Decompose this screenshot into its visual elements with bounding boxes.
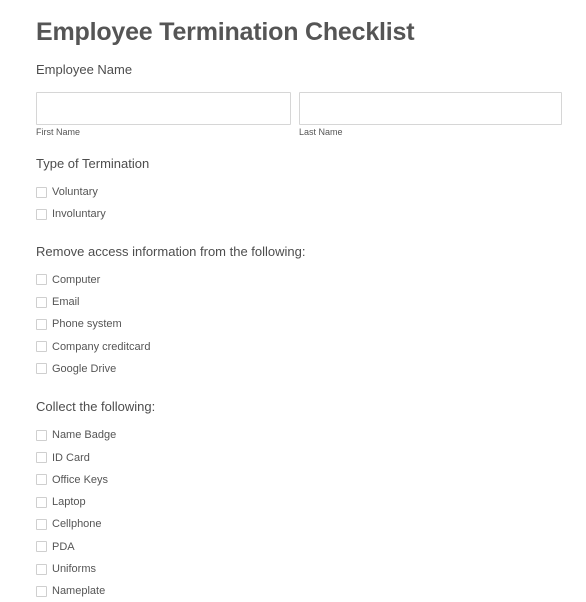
pda-label: PDA bbox=[52, 540, 75, 553]
laptop-label: Laptop bbox=[52, 496, 86, 509]
form-title: Employee Termination Checklist bbox=[36, 18, 415, 46]
first-name-group bbox=[36, 92, 291, 138]
last-name-group bbox=[299, 92, 562, 138]
cellphone-checkbox[interactable] bbox=[36, 519, 47, 530]
option-uniforms[interactable] bbox=[36, 558, 564, 580]
option-phone-system[interactable] bbox=[36, 313, 564, 335]
email-checkbox[interactable] bbox=[36, 297, 47, 308]
option-office-keys[interactable] bbox=[36, 469, 564, 491]
last-name-input[interactable] bbox=[299, 92, 562, 125]
first-name-sublabel: First Name bbox=[36, 127, 81, 137]
option-laptop[interactable] bbox=[36, 491, 564, 513]
termination-type-label: Type of Termination bbox=[36, 156, 150, 171]
uniforms-checkbox[interactable] bbox=[36, 564, 47, 575]
uniforms-label: Uniforms bbox=[52, 563, 97, 575]
voluntary-checkbox[interactable] bbox=[36, 187, 47, 198]
office-keys-label: Office Keys bbox=[52, 473, 109, 486]
first-name-input[interactable] bbox=[36, 92, 291, 125]
option-email[interactable] bbox=[36, 291, 564, 313]
id-card-label: ID Card bbox=[52, 451, 90, 464]
remove-access-options bbox=[36, 269, 564, 380]
collect-options bbox=[36, 424, 564, 602]
laptop-checkbox[interactable] bbox=[36, 497, 47, 508]
id-card-checkbox[interactable] bbox=[36, 452, 47, 463]
voluntary-label: Voluntary bbox=[52, 186, 98, 199]
computer-label: Computer bbox=[52, 273, 101, 286]
option-name-badge[interactable] bbox=[36, 424, 564, 446]
option-id-card[interactable] bbox=[36, 446, 564, 468]
computer-checkbox[interactable] bbox=[36, 274, 47, 285]
termination-type-options bbox=[36, 181, 564, 226]
remove-access-label: Remove access information from the following: bbox=[36, 243, 306, 259]
option-google-drive[interactable] bbox=[36, 358, 564, 380]
pda-checkbox[interactable] bbox=[36, 541, 47, 552]
nameplate-label: Nameplate bbox=[52, 585, 106, 598]
option-company-creditcard[interactable] bbox=[36, 335, 564, 357]
option-pda[interactable] bbox=[36, 536, 564, 558]
phone-system-checkbox[interactable] bbox=[36, 319, 47, 330]
involuntary-label: Involuntary bbox=[52, 208, 106, 221]
nameplate-checkbox[interactable] bbox=[36, 586, 47, 597]
company-creditcard-label: Company creditcard bbox=[52, 340, 151, 353]
phone-system-label: Phone system bbox=[52, 318, 122, 331]
cellphone-label: Cellphone bbox=[52, 518, 102, 531]
option-computer[interactable] bbox=[36, 269, 564, 291]
name-badge-checkbox[interactable] bbox=[36, 430, 47, 441]
option-cellphone[interactable] bbox=[36, 513, 564, 535]
employee-name-label: Employee Name bbox=[36, 62, 133, 77]
option-voluntary[interactable] bbox=[36, 181, 564, 203]
google-drive-label: Google Drive bbox=[52, 362, 117, 375]
name-badge-label: Name Badge bbox=[52, 429, 117, 442]
option-nameplate[interactable] bbox=[36, 580, 564, 602]
company-creditcard-checkbox[interactable] bbox=[36, 341, 47, 352]
employee-name-row bbox=[36, 92, 564, 138]
email-label: Email bbox=[52, 296, 80, 309]
last-name-sublabel: Last Name bbox=[299, 127, 343, 137]
office-keys-checkbox[interactable] bbox=[36, 474, 47, 485]
termination-form bbox=[36, 0, 564, 602]
collect-label: Collect the following: bbox=[36, 399, 156, 415]
involuntary-checkbox[interactable] bbox=[36, 209, 47, 220]
google-drive-checkbox[interactable] bbox=[36, 363, 47, 374]
option-involuntary[interactable] bbox=[36, 203, 564, 225]
